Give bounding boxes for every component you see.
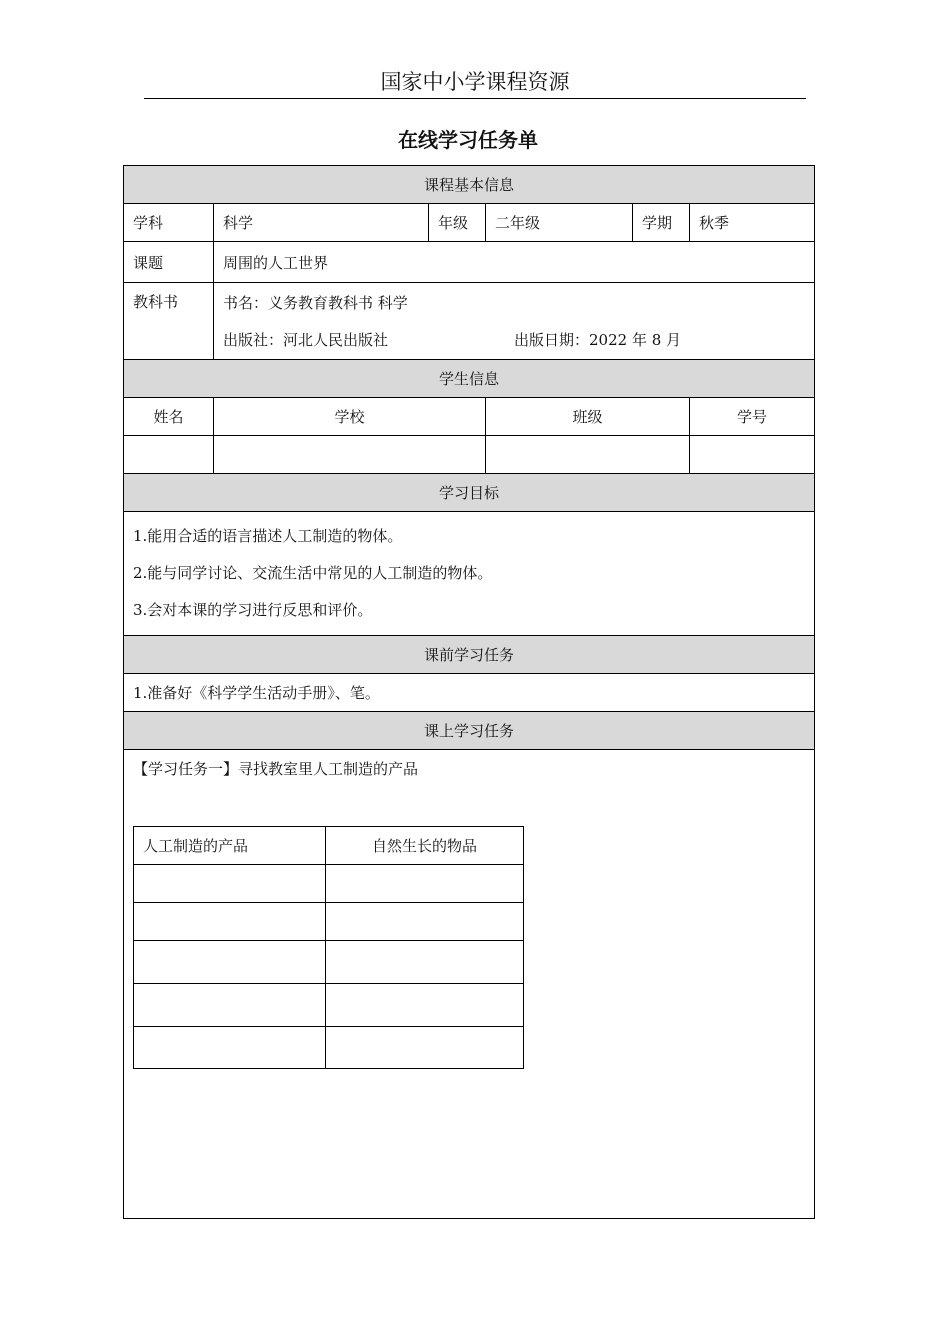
section-course-info: 课程基本信息 [124, 166, 815, 204]
man-made-cell[interactable] [134, 865, 326, 903]
textbook-label: 教科书 [124, 283, 214, 360]
topic-label: 课题 [124, 242, 214, 283]
man-made-cell[interactable] [134, 1027, 326, 1069]
textbook-info [214, 283, 815, 360]
section-student-info: 学生信息 [124, 360, 815, 398]
school-field[interactable] [214, 436, 486, 474]
publisher: 出版社：河北人民出版社 [223, 331, 389, 349]
man-made-cell[interactable] [134, 903, 326, 941]
section-learning-goals: 学习目标 [124, 474, 815, 512]
name-field[interactable] [124, 436, 214, 474]
student-id-header: 学号 [690, 398, 815, 436]
section-pre-class-tasks: 课前学习任务 [124, 636, 815, 674]
class-field[interactable] [486, 436, 690, 474]
natural-cell[interactable] [326, 1027, 524, 1069]
natural-cell[interactable] [326, 984, 524, 1027]
task-sheet-table [123, 165, 815, 1219]
goal-item: 3.会对本课的学习进行反思和评价。 [133, 601, 373, 619]
man-made-cell[interactable] [134, 984, 326, 1027]
natural-cell[interactable] [326, 941, 524, 984]
name-header: 姓名 [124, 398, 214, 436]
grade-label: 年级 [429, 204, 486, 242]
in-class-task-area [124, 750, 815, 1219]
man-made-header: 人工制造的产品 [134, 827, 326, 865]
classification-table [133, 826, 524, 1069]
natural-cell[interactable] [326, 903, 524, 941]
task-one-title: 【学习任务一】寻找教室里人工制造的产品 [133, 760, 419, 778]
publish-date: 出版日期：2022 年 8 月 [514, 331, 682, 349]
goal-item: 1.能用合适的语言描述人工制造的物体。 [133, 527, 403, 545]
subject-value: 科学 [214, 204, 429, 242]
subject-label: 学科 [124, 204, 214, 242]
book-name: 书名：义务教育教科书 科学 [223, 294, 408, 312]
document-title: 在线学习任务单 [398, 128, 538, 152]
page-header: 国家中小学课程资源 [144, 66, 806, 99]
natural-header: 自然生长的物品 [326, 827, 524, 865]
school-header: 学校 [214, 398, 486, 436]
man-made-cell[interactable] [134, 941, 326, 984]
goal-item: 2.能与同学讨论、交流生活中常见的人工制造的物体。 [133, 564, 493, 582]
term-value: 秋季 [690, 204, 815, 242]
section-in-class-tasks: 课上学习任务 [124, 712, 815, 750]
learning-goals-list [124, 512, 815, 636]
grade-value: 二年级 [486, 204, 633, 242]
publisher-line [223, 322, 805, 359]
topic-value: 周围的人工世界 [214, 242, 815, 283]
class-header: 班级 [486, 398, 690, 436]
pre-task-item: 1.准备好《科学学生活动手册》、笔。 [124, 674, 815, 712]
term-label: 学期 [633, 204, 690, 242]
student-id-field[interactable] [690, 436, 815, 474]
natural-cell[interactable] [326, 865, 524, 903]
